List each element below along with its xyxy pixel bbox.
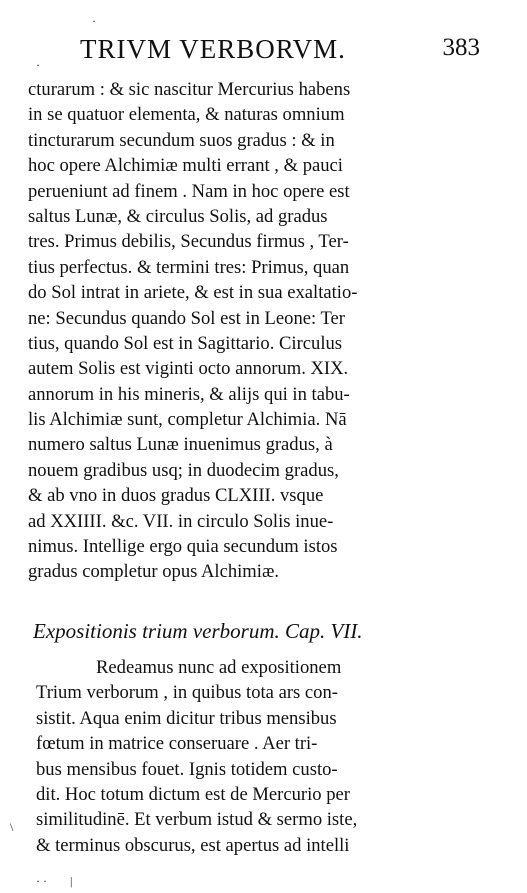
text-line: nouem gradibus usq; in duodecim gradus, <box>28 459 339 481</box>
text-line: hoc opere Alchimiæ multi errant , & pauci <box>28 155 343 177</box>
text-line: fœtum in matrice conseruare . Aer tri- <box>36 733 318 755</box>
text-line: saltus Lunæ, & circulus Solis, ad gradus <box>28 205 328 227</box>
text-line: tius, quando Sol est in Sagittario. Circulus <box>28 332 343 354</box>
page-header <box>60 30 480 70</box>
text-line: tres. Primus debilis, Secundus firmus , Ter- <box>28 231 349 253</box>
chapter-heading: Expositionis trium verborum. Cap. VII. <box>33 619 363 643</box>
text-line: perueniunt ad finem . Nam in hoc opere est <box>28 180 350 202</box>
print-speck: · <box>92 14 96 28</box>
text-line: cturarum : & sic nascitur Mercurius habens <box>28 79 351 100</box>
text-line: Trium verborum , in quibus tota ars con- <box>36 682 338 704</box>
text-line: do Sol intrat in ariete, & est in sua exaltatio- <box>28 282 358 304</box>
text-line: similitudinē. Et verbum istud & sermo iste, <box>36 809 358 831</box>
print-speck: · · <box>36 874 47 888</box>
text-line: Redeamus nunc ad expositionem <box>96 657 342 678</box>
page-number: 383 <box>442 34 480 61</box>
text-line: tincturarum secundum suos gradus : & in <box>28 129 335 151</box>
text-line: & ab vno in duos gradus CLXIII. vsque <box>28 485 324 507</box>
text-line: nimus. Intellige ergo quia secundum istos <box>28 536 338 558</box>
chapter-body <box>36 655 476 858</box>
text-line: dit. Hoc totum dictum est de Mercurio per <box>36 783 350 805</box>
print-speck: · <box>36 58 40 72</box>
text-line: autem Solis est viginti octo annorum. XIX. <box>28 358 349 380</box>
text-line: bus mensibus fouet. Ignis totidem custo- <box>36 758 338 780</box>
running-title: TRIVM VERBORVM. <box>80 34 346 64</box>
text-line: gradus completur opus Alchimiæ. <box>28 561 279 583</box>
print-speck: \ <box>10 820 14 834</box>
text-line: ad XXIIII. &c. VII. in circulo Solis inue- <box>28 510 334 532</box>
text-line: numero saltus Lunæ inuenimus gradus, à <box>28 434 333 456</box>
print-speck: | <box>70 874 73 888</box>
text-line: ne: Secundus quando Sol est in Leone: Ter <box>28 307 345 329</box>
body-text <box>28 77 476 585</box>
text-line: in se quatuor elementa, & naturas omnium <box>28 104 345 126</box>
text-line: annorum in his mineris, & alijs qui in tabu- <box>28 383 350 405</box>
text-line: lis Alchimiæ sunt, completur Alchimia. Nā <box>28 409 347 431</box>
text-line: tius perfectus. & termini tres: Primus, quan <box>28 256 350 278</box>
text-line: & terminus obscurus, est apertus ad intelli <box>36 834 350 856</box>
text-line: sistit. Aqua enim dicitur tribus mensibus <box>36 707 337 729</box>
